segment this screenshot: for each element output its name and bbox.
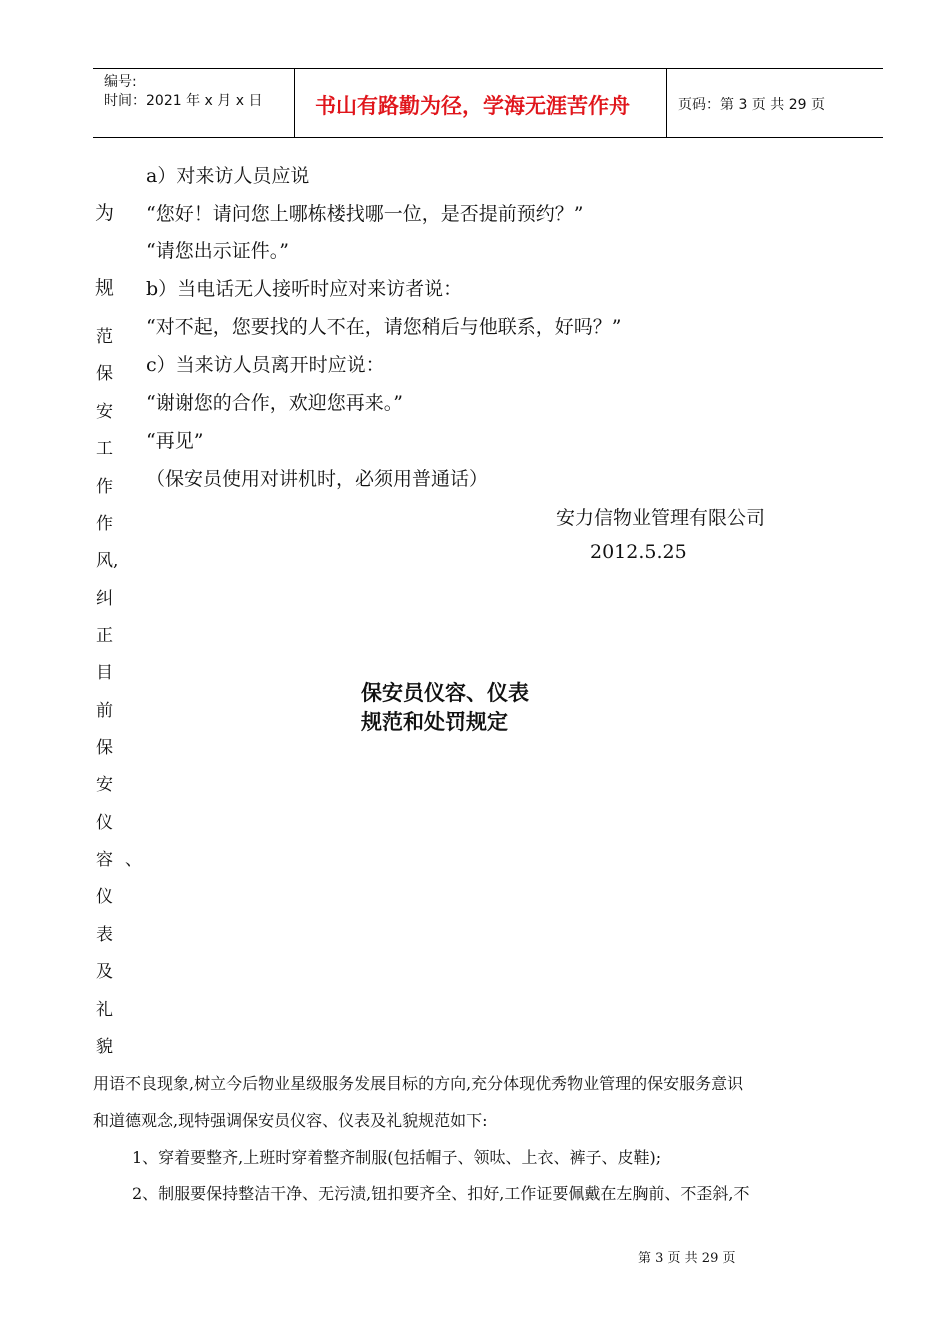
side-char: 保 bbox=[96, 364, 113, 384]
page-footer: 第 3 页 共 29 页 bbox=[638, 1251, 736, 1266]
item-b: b）当电话无人接听时应对来访者说： bbox=[146, 278, 463, 300]
side-char: 容 bbox=[96, 850, 113, 870]
header-divider bbox=[666, 69, 667, 137]
item-c: c）当来访人员离开时应说： bbox=[146, 354, 385, 376]
header-motto: 书山有路勤为径，学海无涯苦作舟 bbox=[315, 94, 630, 118]
side-char: 为 bbox=[95, 202, 115, 224]
side-char: 工 bbox=[96, 439, 113, 459]
side-char: 作 bbox=[96, 477, 113, 497]
side-char: 规 bbox=[95, 277, 115, 299]
item-a: a）对来访人员应说 bbox=[146, 165, 310, 187]
side-char: 纠 bbox=[96, 589, 113, 609]
side-char: 目 bbox=[96, 663, 113, 683]
side-char: 表 bbox=[96, 925, 113, 945]
rule-item-1: 1、穿着要整齐,上班时穿着整齐制服(包括帽子、领呔、上衣、裤子、皮鞋); bbox=[132, 1148, 662, 1167]
quote-bye: “再见” bbox=[146, 430, 204, 452]
section-title-line2: 规范和处罚规定 bbox=[361, 710, 508, 734]
document-number: 编号: bbox=[104, 74, 137, 90]
side-char: 礼 bbox=[96, 1000, 113, 1020]
header-divider bbox=[294, 69, 295, 137]
paragraph-line: 和道德观念,现特强调保安员仪容、仪表及礼貌规范如下: bbox=[93, 1111, 488, 1130]
side-char: 正 bbox=[96, 626, 113, 646]
side-char: 仪 bbox=[96, 887, 113, 907]
radio-note: （保安员使用对讲机时，必须用普通话） bbox=[146, 468, 489, 490]
rule-item-2: 2、制服要保持整洁干净、无污渍,钮扣要齐全、扣好,工作证要佩戴在左胸前、不歪斜,不 bbox=[132, 1184, 750, 1203]
quote-thanks: “谢谢您的合作，欢迎您再来。” bbox=[146, 392, 403, 414]
document-time: 时间：2021 年 x 月 x 日 bbox=[104, 93, 263, 109]
side-char: 及 bbox=[96, 962, 113, 982]
side-char: 仪 bbox=[96, 813, 113, 833]
section-title-line1: 保安员仪容、仪表 bbox=[361, 681, 529, 705]
side-char: 保 bbox=[96, 738, 113, 758]
page-indicator: 页码：第 3 页 共 29 页 bbox=[678, 97, 825, 113]
side-char: 、 bbox=[125, 850, 142, 870]
side-char: 安 bbox=[96, 402, 113, 422]
signature-date: 2012.5.25 bbox=[590, 541, 687, 563]
quote-absent: “对不起，您要找的人不在，请您稍后与他联系，好吗？” bbox=[146, 316, 622, 338]
side-char: 风, bbox=[96, 551, 119, 571]
quote-greeting: “您好！请问您上哪栋楼找哪一位，是否提前预约？” bbox=[146, 203, 584, 225]
side-char: 范 bbox=[96, 327, 113, 347]
side-char: 作 bbox=[96, 514, 113, 534]
side-char: 前 bbox=[96, 701, 113, 721]
side-char: 安 bbox=[96, 775, 113, 795]
side-char: 貌 bbox=[96, 1037, 113, 1057]
company-name: 安力信物业管理有限公司 bbox=[556, 507, 766, 529]
paragraph-line: 用语不良现象,树立今后物业星级服务发展目标的方向,充分体现优秀物业管理的保安服务意识 bbox=[93, 1074, 744, 1093]
quote-id: “请您出示证件。” bbox=[146, 240, 289, 262]
